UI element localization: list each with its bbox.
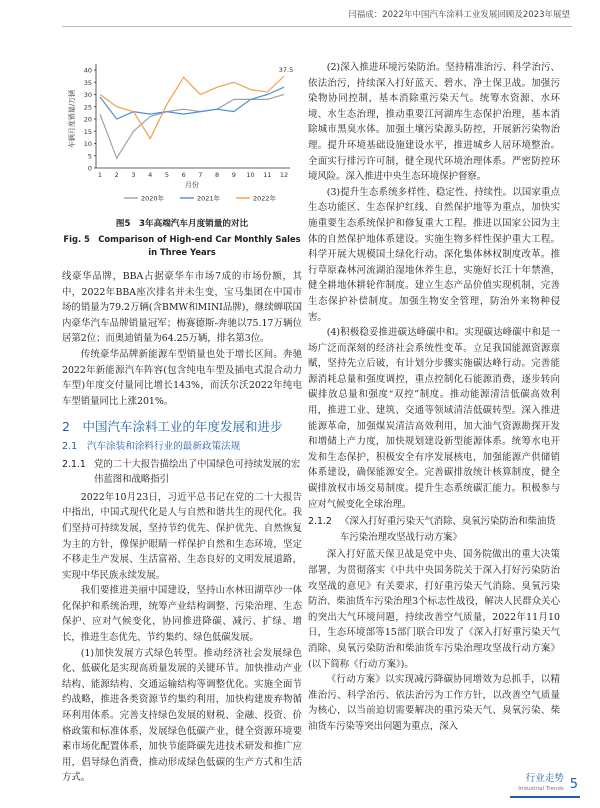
x-tick-label: 8 bbox=[215, 171, 220, 179]
x-tick-label: 11 bbox=[263, 171, 272, 179]
section-2-1-2-number: 2.1.2 bbox=[308, 516, 332, 528]
section-2-1-2-title: 《深入打好重污染天气消除、臭氧污染防治和柴油货车污染治理攻坚战行动方案》 bbox=[340, 516, 556, 543]
data-label-peak: 37.5 bbox=[278, 66, 294, 75]
left-paragraph-2: 传统豪华品牌新能源车型销量也处于增长区间。奔驰2022年新能源汽车阵容(包含纯电车型及插电式混合动力车型)年度交付量同比增长143%，而沃尔沃2022年纯电车型销量同比上涨201%。 bbox=[62, 348, 302, 407]
left-paragraph-3: 2022年10月23日，习近平总书记在党的二十大报告中指出，中国式现代化是人与自然和谐共生的现代化。我们坚持可持续发展，坚持节约优先、保护优先、自然恢复为主的方针，像保护眼睛一样保护自然和生态环境，坚定不移走生产发展、生活富裕、生态良好的文明发展道路，实现中华民族永续发展。 bbox=[62, 491, 302, 581]
section-2-title: 2 中国汽车涂料工业的年度发展和进步 bbox=[62, 419, 283, 435]
legend-label-2020年: 2020年 bbox=[141, 194, 165, 203]
x-tick-label: 2 bbox=[114, 171, 119, 179]
x-axis-label: 月份 bbox=[185, 181, 199, 189]
section-2-1-2-heading bbox=[308, 514, 560, 545]
right-paragraph-5: 《行动方案》以实现减污降碳协同增效为总抓手，以精准治污、科学治污、依法治污为工作方针，以改善空气质量为核心，以当前迫切需要解决的重污染天气、臭氧污染、柴油货车污染等突出问题为重点，深入 bbox=[308, 674, 560, 732]
line-chart-svg bbox=[62, 60, 302, 210]
left-paragraph-4: 我们要推进美丽中国建设，坚持山水林田湖草沙一体化保护和系统治理，统筹产业结构调整、污染治理、生态保护、应对气候变化，协同推进降碳、减污、扩绿、增长，推进生态优先、节约集约、绿色低碳发展。 bbox=[62, 585, 302, 644]
y-tick-label: 5 bbox=[87, 152, 92, 161]
y-tick-label: 10 bbox=[83, 140, 92, 148]
x-tick-label: 4 bbox=[148, 171, 153, 179]
section-2-1-1-heading bbox=[62, 457, 302, 488]
x-tick-label: 5 bbox=[164, 171, 169, 179]
series-line-2020年 bbox=[100, 95, 284, 159]
footer-brand-zh: 行业走势 bbox=[525, 773, 564, 784]
y-tick-label: 35 bbox=[83, 78, 92, 87]
right-paragraph-2: (3)提升生态系统多样性、稳定性、持续性。以国家重点生态功能区、生态保护红线、自然保护地等为重点，加快实施重要生态系统保护和修复重大工程。推进以国家公园为主体的自然保护地体系建设。实施生物多样性保护重大工程。科学开展大规模国土绿化行动。深化集体林权制度改革。推行草原森林河流湖泊湿地休养生息，实施好长江十年禁渔，健全耕地休耕轮作制度。建立生态产品价值实现机制，完善生态保护补偿制度。加强生物安全管理，防治外来物种侵害。 bbox=[308, 186, 560, 323]
y-tick-label: 0 bbox=[87, 164, 92, 173]
legend-label-2021年: 2021年 bbox=[197, 194, 221, 203]
section-2-1-1-title: 党的二十大报告描绘出了中国绿色可持续发展的宏伟蓝图和战略指引 bbox=[94, 458, 301, 486]
y-tick-label: 20 bbox=[83, 115, 92, 124]
x-tick-label: 9 bbox=[231, 171, 236, 179]
figure-caption-zh: 图5 3年高端汽车月度销量的对比 bbox=[115, 219, 249, 229]
y-tick-label: 15 bbox=[83, 127, 92, 136]
series-line-2022年 bbox=[100, 76, 284, 138]
right-column bbox=[308, 60, 560, 735]
section-2-1-title: 2.1 汽车涂装和涂料行业的最新政策法规 bbox=[62, 440, 241, 452]
right-paragraph-1: (2)深入推进环境污染防治。坚持精准治污、科学治污、依法治污，持续深入打好蓝天、碧水、净土保卫战。加强污染物协同控制，基本消除重污染天气。统筹水资源、水环境、水生态治理，推动重要江河湖库生态保护治理，基本消除城市黑臭水体。加强土壤污染源头防控，开展新污染物治理。提升环境基础设施建设水平，推进城乡人居环境整治。全面实行排污许可制，健全现代环境治理体系。严密防控环境风险。深入推进中央生态环境保护督察。 bbox=[308, 62, 560, 183]
page-footer bbox=[518, 774, 578, 794]
running-header: 闫福成：2022年中国汽车涂料工业发展回顾及2023年展望 bbox=[348, 10, 570, 20]
left-paragraph-5: (1)加快发展方式绿色转型。推动经济社会发展绿色化、低碳化是实现高质量发展的关键环节。加快推动产业结构、能源结构、交通运输结构等调整优化。实施全面节约战略，推进各类资源节约集约利用，加快构建废弃物循环利用体系。完善支持绿色发展的财税、金融、投资、价格政策和标准体系，发展绿色低碳产业，健全资源环境要素市场化配置体系，加快节能降碳先进技术研发和推广应用，倡导绿色消费，推动形成绿色低碳的生产方式和生活方式。 bbox=[62, 647, 302, 784]
right-paragraph-3: (4)积极稳妥推进碳达峰碳中和。实现碳达峰碳中和是一场广泛而深刻的经济社会系统性变革。立足我国能源资源禀赋，坚持先立后破，有计划分步骤实施碳达峰行动。完善能源消耗总量和强度调控，重点控制化石能源消费，逐步转向碳排放总量和强度“双控”制度。推动能源清洁低碳高效利用，推进工业、建筑、交通等领域清洁低碳转型。深入推进能源革命，加强煤炭清洁高效利用，加大油气资源勘探开发和增储上产力度，加快规划建设新型能源体系。统筹水电开发和生态保护，积极安全有序发展核电，加强能源产供储销体系建设，确保能源安全。完善碳排放统计核算制度，健全碳排放权市场交易制度。提升生态系统碳汇能力。积极参与应对气候变化全球治理。 bbox=[308, 327, 560, 510]
y-tick-label: 30 bbox=[83, 91, 92, 99]
x-tick-label: 12 bbox=[279, 171, 289, 179]
legend-label-2022年: 2022年 bbox=[253, 194, 277, 203]
y-tick-label: 40 bbox=[83, 66, 92, 75]
series-line-2021年 bbox=[100, 87, 284, 119]
figure-caption-en: Fig. 5 Comparison of High-end Car Monthly Sales in Three Years bbox=[63, 234, 301, 257]
page-number: 5 bbox=[569, 776, 578, 792]
footer-brand bbox=[518, 774, 563, 794]
figure-5-chart bbox=[62, 60, 302, 210]
x-tick-label: 6 bbox=[181, 171, 186, 179]
y-tick-label: 25 bbox=[83, 103, 92, 112]
right-paragraph-4: 深入打好蓝天保卫战是党中央、国务院做出的重大决策部署，为贯彻落实《中共中央国务院关于深入打好污染防治攻坚战的意见》有关要求，打好重污染天气消除、臭氧污染防治、柴油货车污染治理3个标志性战役，解决人民群众关心的突出大气环境问题，持续改善空气质量，2022年11月10日，生态环境部等15部门联合印发了《深入打好重污染天气消除、臭氧污染防治和柴油货车污染治理攻坚战行动方案》(以下简称《行动方案》)。 bbox=[308, 549, 560, 670]
x-tick-label: 10 bbox=[246, 171, 255, 179]
left-paragraph-1: 线豪华品牌，BBA占据豪华车市场7成的市场份额，其中，2022年BBA座次排名并未生变，宝马集团在中国市场的销量为79.2万辆(含BMW和MINI品牌)，继续蝉联国内豪华汽车品牌销量冠军；梅赛德斯-奔驰以75.17万辆位居第2位；而奥迪销量为64.25万辆，排名第3位。 bbox=[62, 271, 302, 345]
header-rule bbox=[62, 26, 572, 27]
footer-brand-en: Industrial Trends bbox=[518, 786, 564, 792]
x-tick-label: 3 bbox=[131, 171, 136, 179]
x-tick-label: 7 bbox=[198, 171, 203, 179]
section-2-1-1-number: 2.1.1 bbox=[62, 458, 86, 470]
x-tick-label: 1 bbox=[97, 171, 103, 179]
footer-bar bbox=[510, 796, 580, 798]
y-axis-label: 车辆月度销量/万辆 bbox=[68, 89, 76, 149]
left-column bbox=[62, 60, 302, 786]
